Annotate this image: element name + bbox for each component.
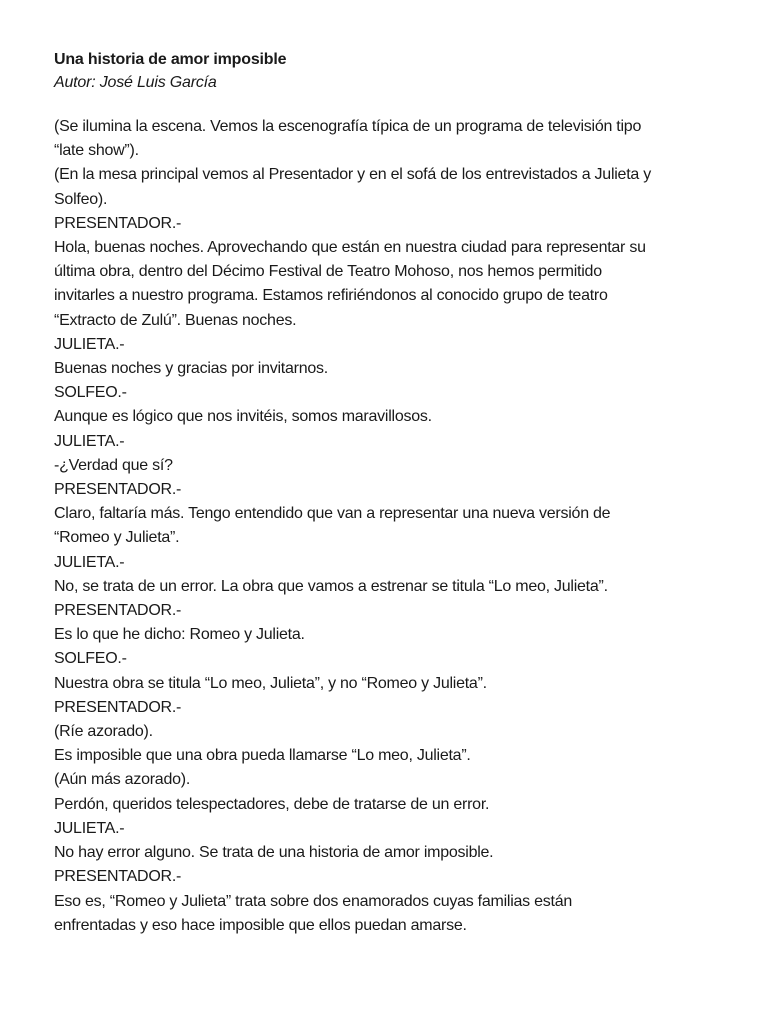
text-line: -¿Verdad que sí? bbox=[54, 456, 173, 474]
text-line: “Extracto de Zulú”. Buenas noches. bbox=[54, 311, 297, 329]
text-line: Claro, faltaría más. Tengo entendido que van a representar una nueva versión de bbox=[54, 505, 611, 523]
speaker-label: PRESENTADOR.- bbox=[54, 868, 182, 886]
text-line: No hay error alguno. Se trata de una historia de amor imposible. bbox=[54, 844, 494, 862]
text-line: invitarles a nuestro programa. Estamos refiriéndonos al conocido grupo de teatro bbox=[54, 287, 608, 305]
text-line: Eso es, “Romeo y Julieta” trata sobre dos enamorados cuyas familias están bbox=[54, 892, 572, 910]
text-line: Aunque es lógico que nos invitéis, somos maravillosos. bbox=[54, 408, 432, 426]
speaker-label: SOLFEO.- bbox=[54, 650, 127, 668]
speaker-label: PRESENTADOR.- bbox=[54, 481, 182, 499]
text-line: “Romeo y Julieta”. bbox=[54, 529, 180, 547]
text-line: Es lo que he dicho: Romeo y Julieta. bbox=[54, 626, 305, 644]
text-line: Solfeo). bbox=[54, 190, 108, 208]
speaker-label: PRESENTADOR.- bbox=[54, 602, 182, 620]
speaker-label: PRESENTADOR.- bbox=[54, 698, 182, 716]
text-line: (En la mesa principal vemos al Presentador y en el sofá de los entrevistados a Julieta y bbox=[54, 166, 651, 184]
speaker-label: JULIETA.- bbox=[54, 335, 125, 353]
text-line: (Aún más azorado). bbox=[54, 771, 191, 789]
document-author: Autor: José Luis García bbox=[54, 74, 217, 91]
document-body bbox=[54, 115, 734, 938]
text-line: enfrentadas y eso hace imposible que ellos puedan amarse. bbox=[54, 916, 467, 934]
document-page bbox=[54, 50, 734, 938]
text-line: última obra, dentro del Décimo Festival de Teatro Mohoso, nos hemos permitido bbox=[54, 263, 602, 281]
text-line: “late show”). bbox=[54, 142, 139, 160]
speaker-label: JULIETA.- bbox=[54, 553, 125, 571]
text-line: Buenas noches y gracias por invitarnos. bbox=[54, 360, 328, 378]
text-line: Hola, buenas noches. Aprovechando que están en nuestra ciudad para representar su bbox=[54, 239, 646, 257]
text-line: (Ríe azorado). bbox=[54, 723, 153, 741]
document-title: Una historia de amor imposible bbox=[54, 51, 287, 68]
text-line: (Se ilumina la escena. Vemos la escenografía típica de un programa de televisión tipo bbox=[54, 118, 642, 135]
text-line: No, se trata de un error. La obra que vamos a estrenar se titula “Lo meo, Julieta”. bbox=[54, 577, 608, 595]
speaker-label: JULIETA.- bbox=[54, 819, 125, 837]
speaker-label: PRESENTADOR.- bbox=[54, 214, 182, 232]
speaker-label: JULIETA.- bbox=[54, 432, 125, 450]
speaker-label: SOLFEO.- bbox=[54, 384, 127, 402]
text-line: Es imposible que una obra pueda llamarse “Lo meo, Julieta”. bbox=[54, 747, 471, 765]
text-line: Perdón, queridos telespectadores, debe de tratarse de un error. bbox=[54, 795, 490, 813]
text-line: Nuestra obra se titula “Lo meo, Julieta”, y no “Romeo y Julieta”. bbox=[54, 674, 487, 692]
